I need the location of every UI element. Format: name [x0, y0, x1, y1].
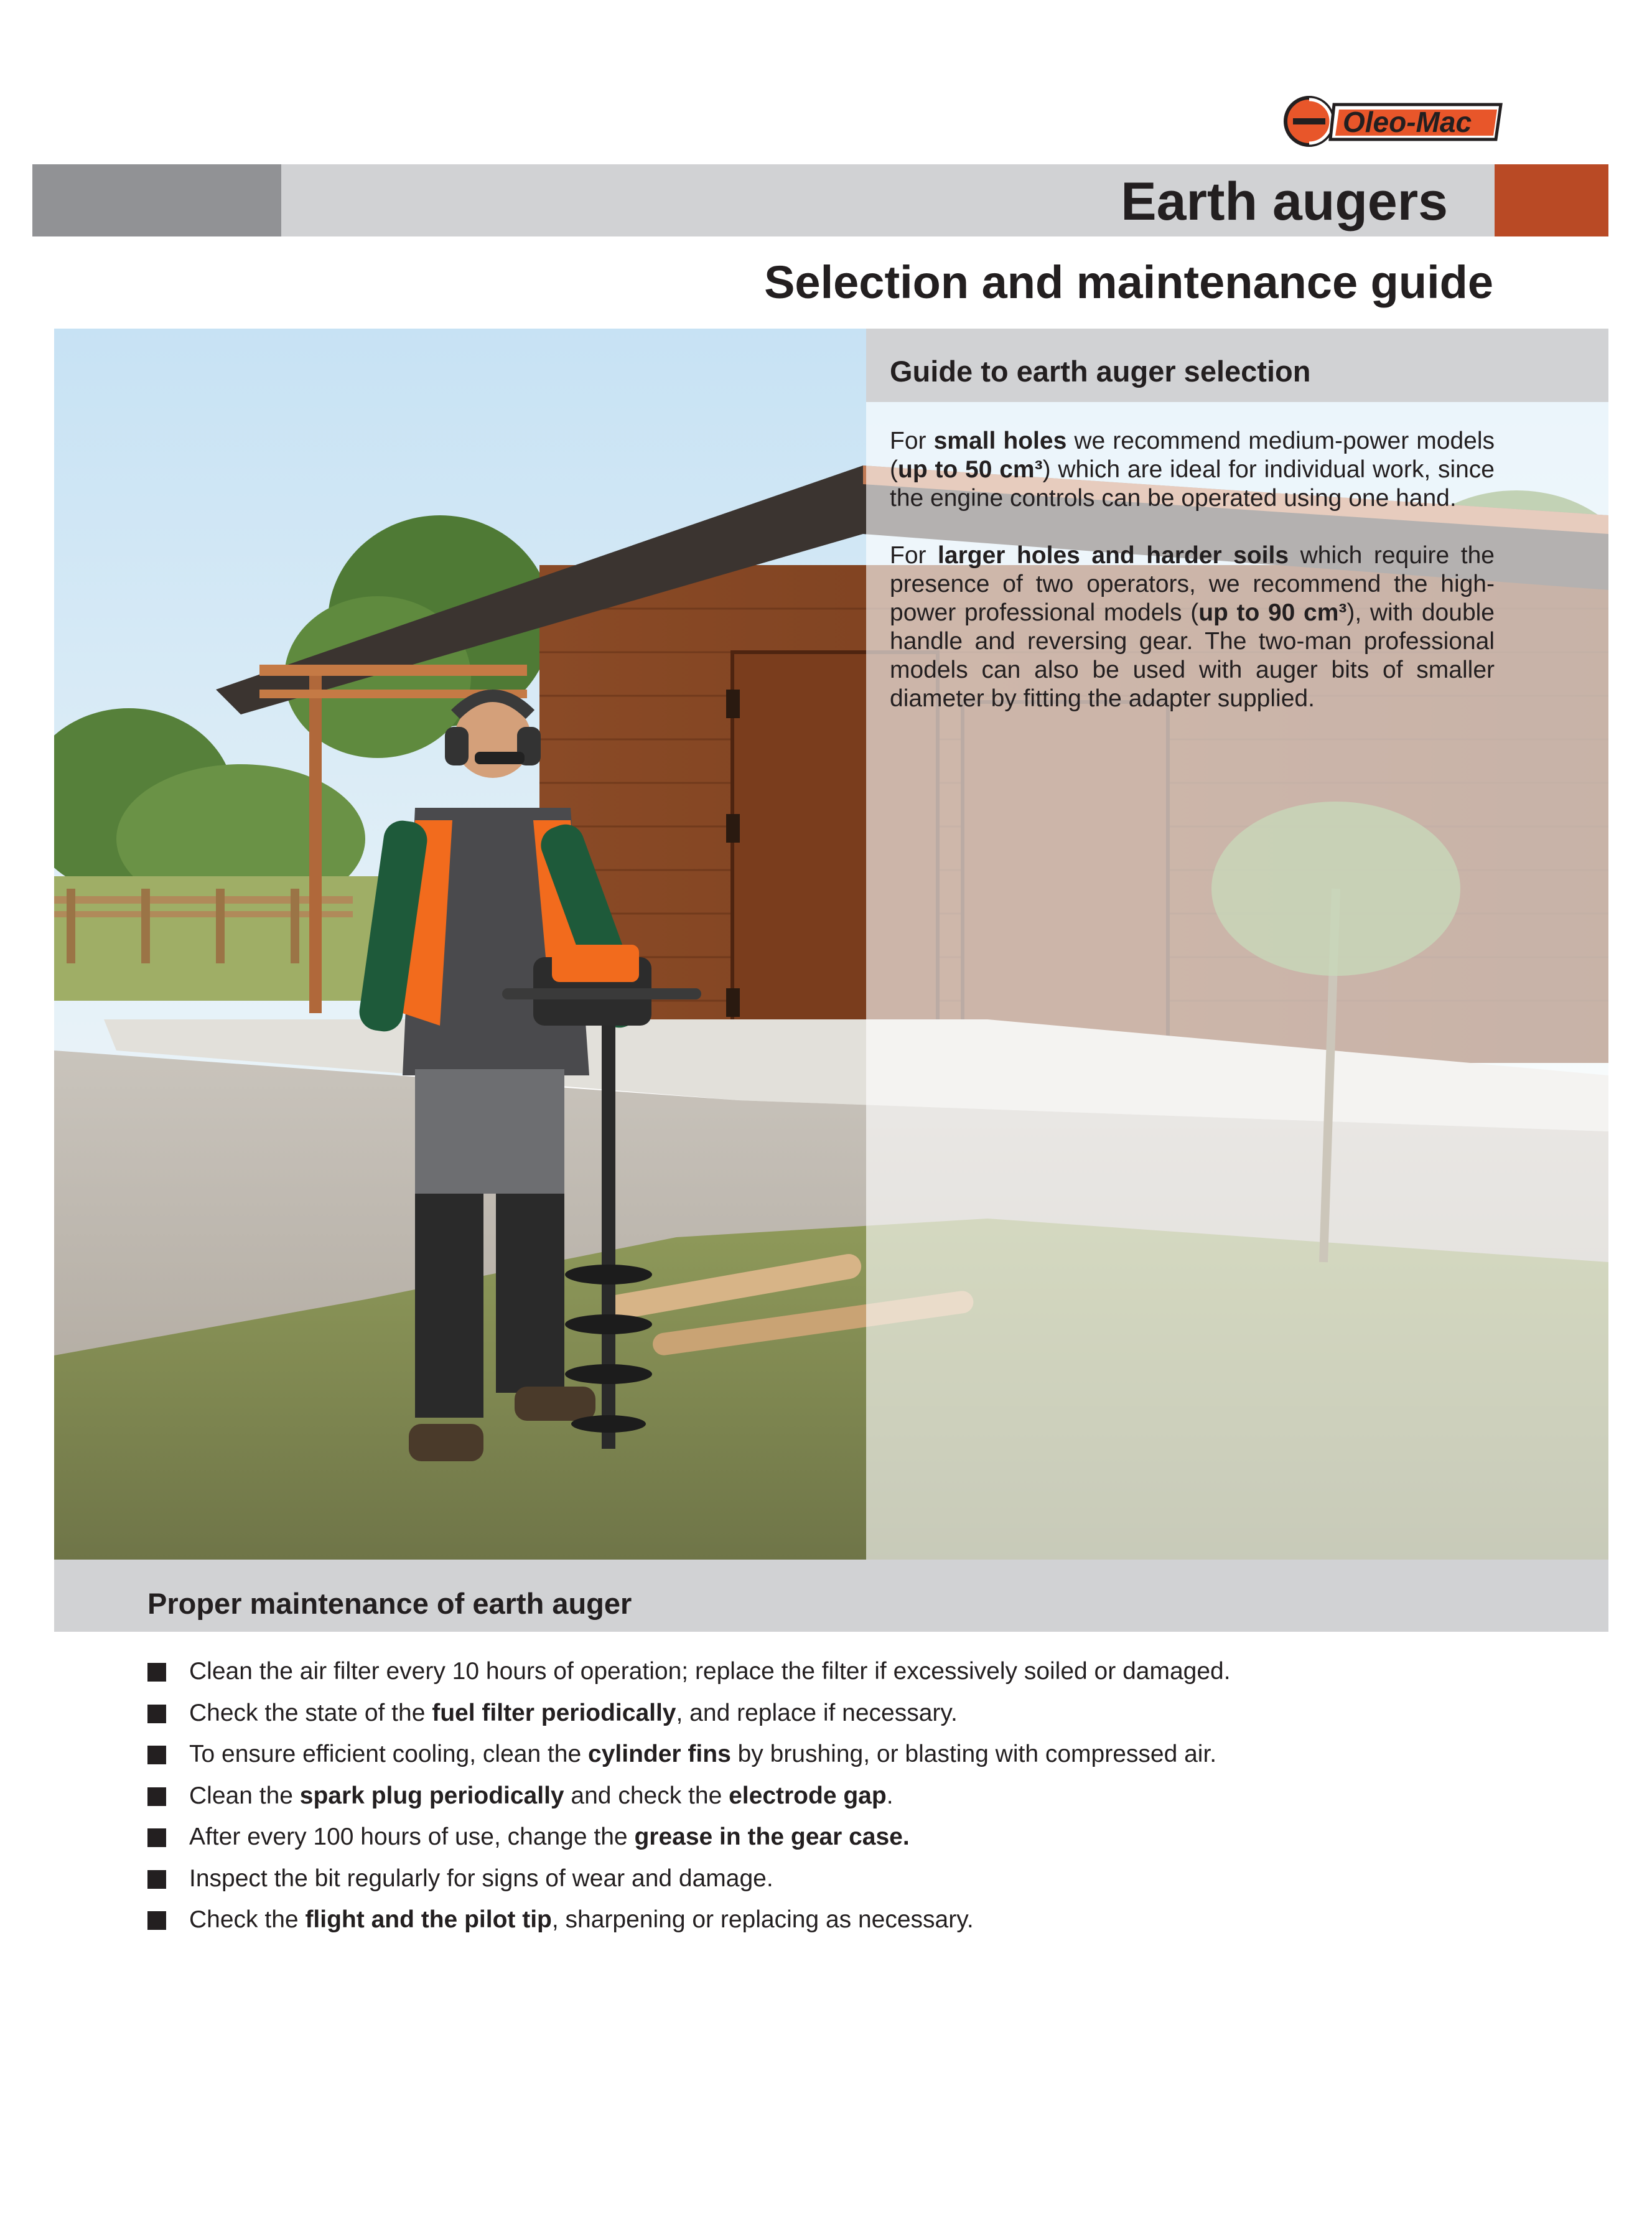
text-run: Check the state of the [189, 1699, 432, 1726]
text-run: Clean the air filter every 10 hours of operation; replace the filter if excessively soiled or damaged. [189, 1658, 1231, 1685]
bold-text: cylinder fins [588, 1741, 731, 1767]
text-run: Inspect the bit regularly for signs of wear and damage. [189, 1865, 773, 1892]
text-run: ), with double handle and reversing gear. The two-man professional models can also be used with auger bits of smaller diameter by fitting the adapter supplied. [890, 599, 1495, 712]
bold-text: up to 90 cm³ [1198, 599, 1347, 626]
text-run: Check the [189, 1906, 306, 1933]
text-run: . [886, 1782, 894, 1809]
text-run: For [890, 428, 934, 454]
maintenance-heading: Proper maintenance of earth auger [147, 1587, 632, 1620]
text-run: and check the [564, 1782, 729, 1809]
logo-text: Oleo-Mac [1343, 106, 1472, 138]
bold-text: fuel filter periodically [432, 1699, 676, 1726]
selection-paragraph-2 [890, 541, 1495, 713]
bold-text: small holes [933, 428, 1067, 454]
text-run: After every 100 hours of use, change the [189, 1823, 635, 1850]
text-run: by brushing, or blasting with compressed air. [730, 1741, 1217, 1767]
bold-text: spark plug periodically [299, 1782, 564, 1809]
text-run: , and replace if necessary. [676, 1699, 958, 1726]
selection-paragraph-1 [890, 427, 1495, 513]
text-run: To ensure efficient cooling, clean the [189, 1741, 589, 1767]
maintenance-item [147, 1817, 1516, 1858]
selection-body [890, 427, 1495, 742]
text-run: , sharpening or replacing as necessary. [551, 1906, 974, 1933]
bold-text: up to 50 cm³ [898, 456, 1043, 483]
oleo-mac-logo-icon [1282, 93, 1506, 149]
text-run: ) which are ideal for individual work, since the engine controls can be operated using one hand. [890, 456, 1495, 512]
square-bullet-icon [147, 1911, 166, 1930]
square-bullet-icon [147, 1663, 166, 1682]
text-run: Clean the [189, 1782, 300, 1809]
square-bullet-icon [147, 1828, 166, 1847]
bold-text: electrode gap [729, 1782, 887, 1809]
square-bullet-icon [147, 1870, 166, 1889]
square-bullet-icon [147, 1746, 166, 1764]
header-band-dark [32, 164, 281, 236]
text-run: which require the presence of two operators, we recommend the high-power professional models ( [890, 542, 1495, 626]
bold-text: grease in the gear case. [634, 1823, 910, 1850]
maintenance-item [147, 1899, 1516, 1941]
square-bullet-icon [147, 1705, 166, 1723]
text-run: we recommend medium-power models ( [890, 428, 1495, 483]
maintenance-list [147, 1651, 1516, 1941]
maintenance-item [147, 1693, 1516, 1734]
header-band-accent [1495, 164, 1608, 236]
maintenance-item [147, 1651, 1516, 1693]
square-bullet-icon [147, 1787, 166, 1806]
maintenance-item [147, 1858, 1516, 1900]
maintenance-item [147, 1776, 1516, 1817]
selection-heading: Guide to earth auger selection [890, 355, 1311, 388]
bold-text: flight and the pilot tip [305, 1906, 552, 1933]
maintenance-item [147, 1734, 1516, 1776]
page-title: Earth augers [1121, 172, 1448, 232]
page-subtitle: Selection and maintenance guide [764, 256, 1493, 308]
bold-text: larger holes and harder soils [938, 542, 1289, 569]
text-run: For [890, 542, 938, 569]
